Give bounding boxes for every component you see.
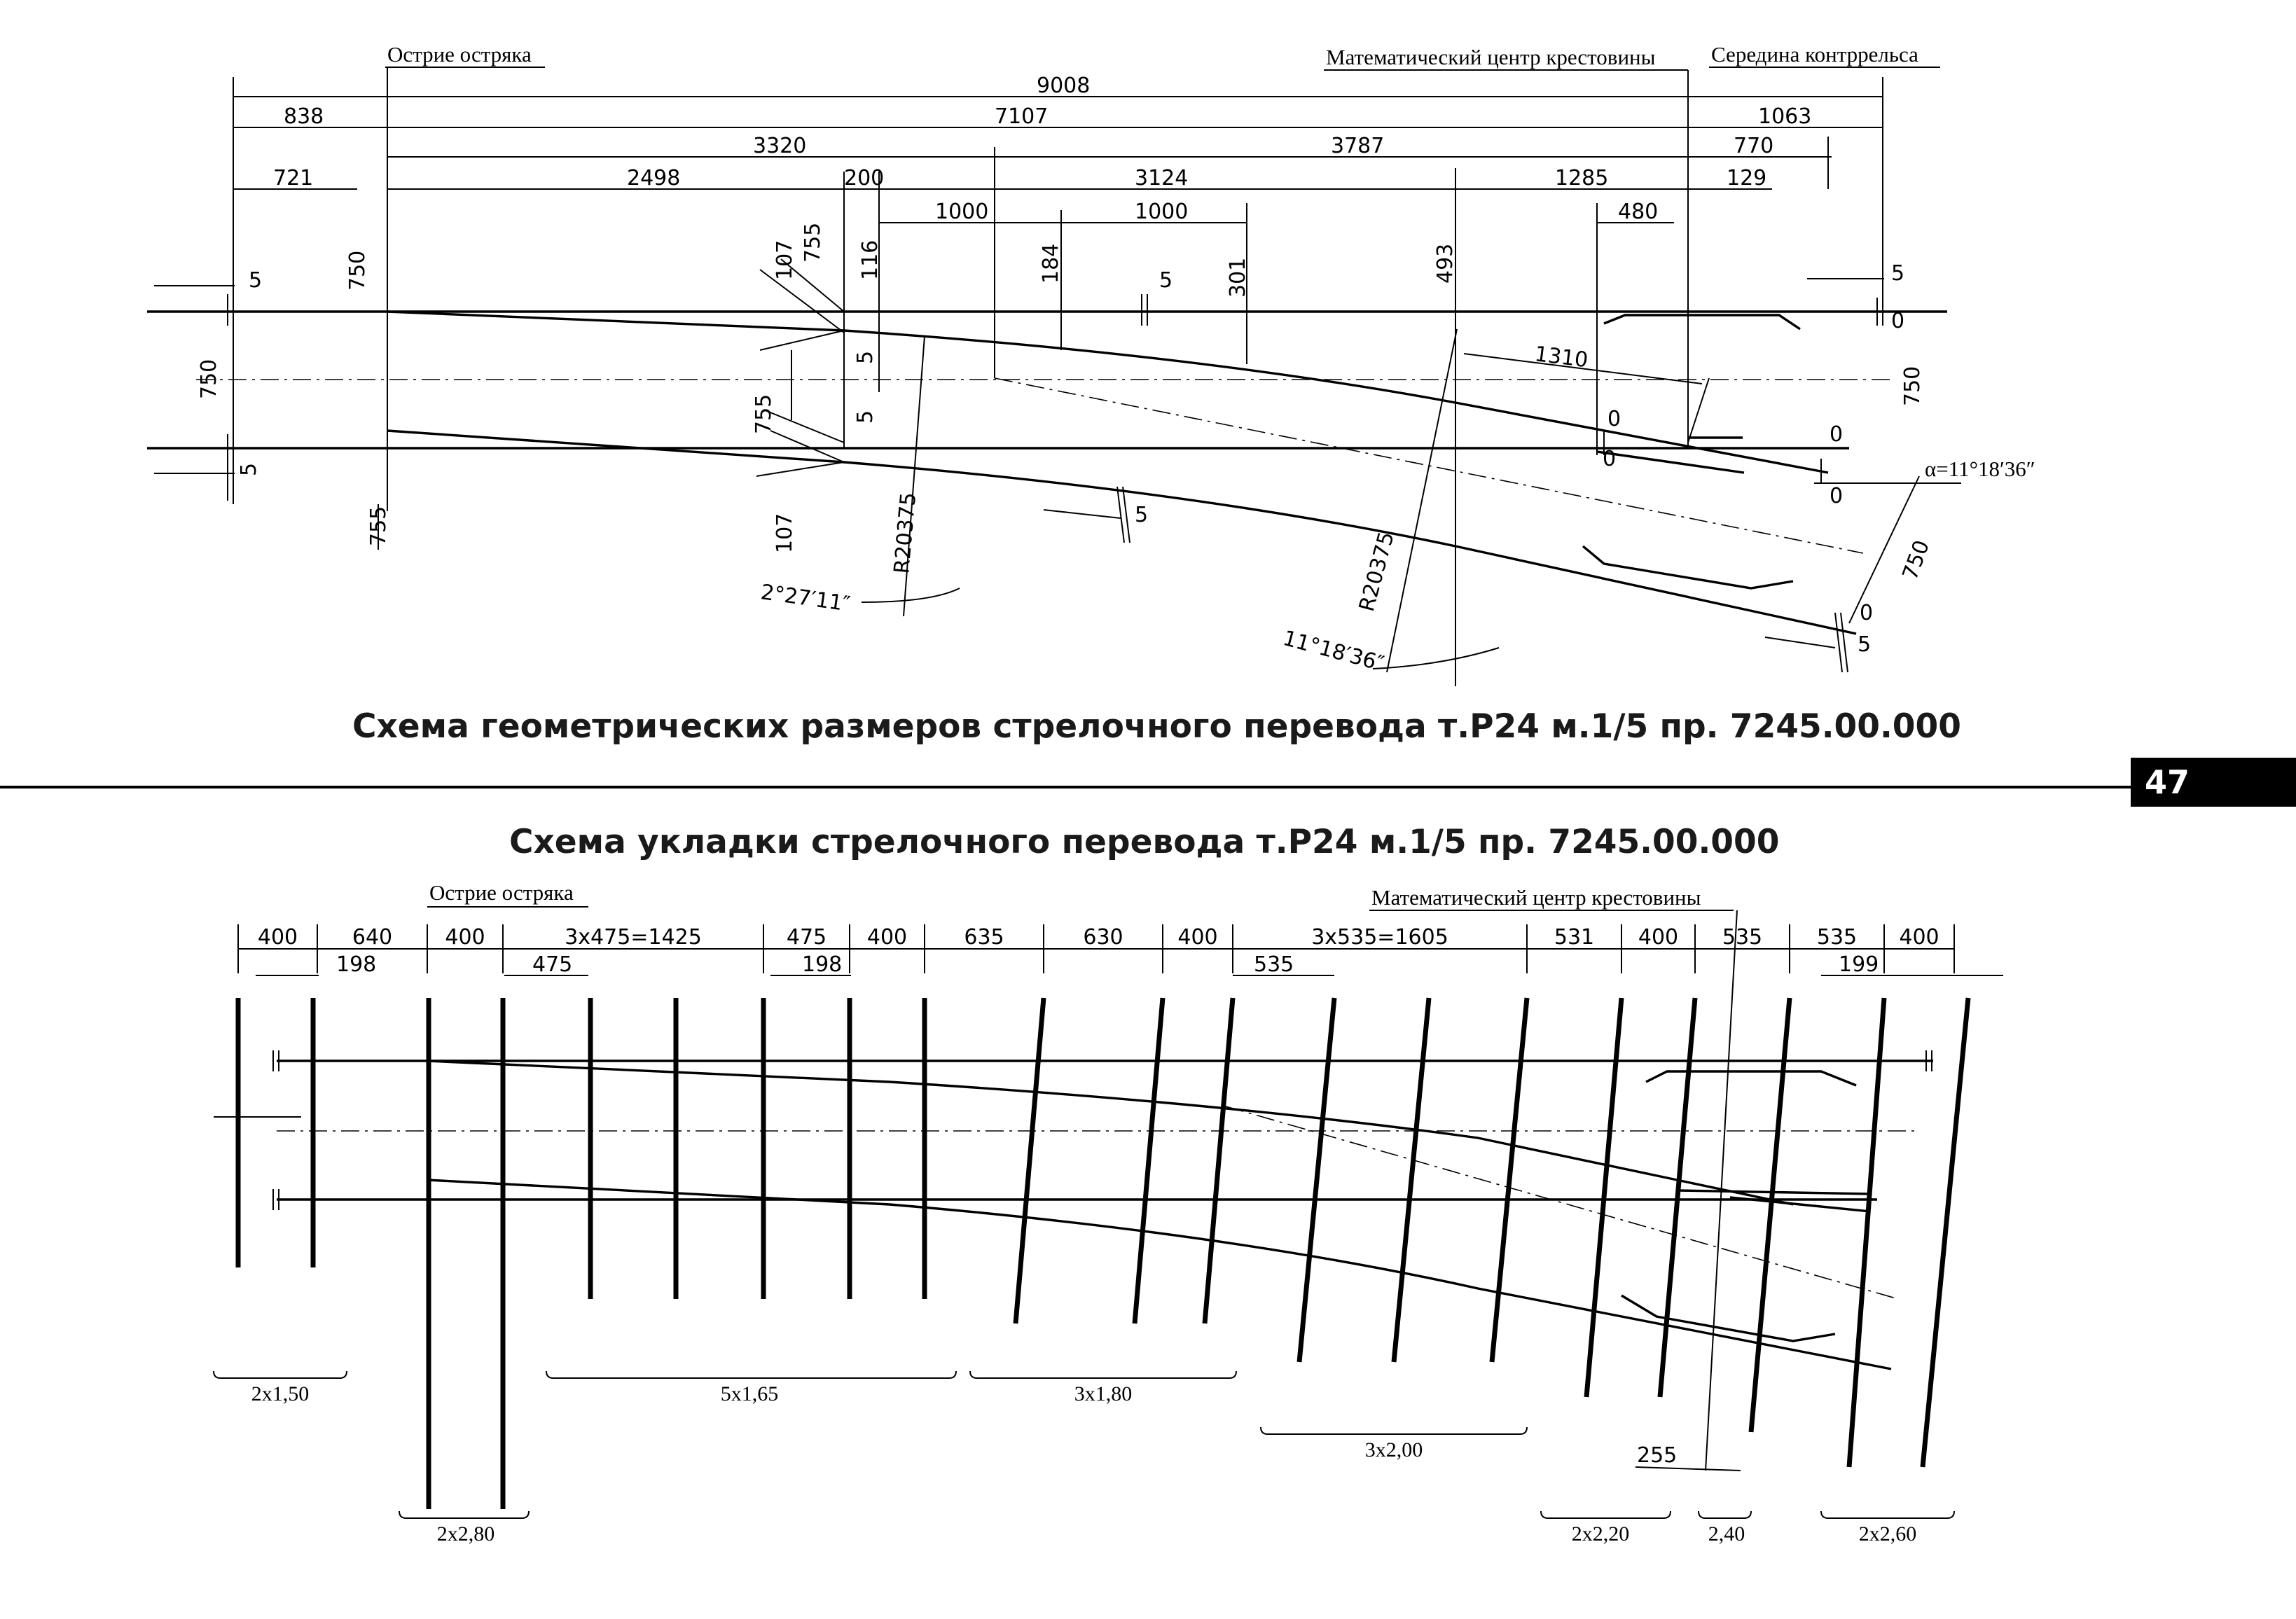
dim-480: 480 [1618,200,1659,224]
geometry-diagram [0,0,2296,742]
dim-184: 184 [1039,243,1063,284]
spacing-475: 475 [532,952,573,977]
angle-switch: 2°27′11″ [759,580,852,617]
dim-200: 200 [844,166,885,190]
spacing-row-2 [256,952,2003,977]
tie-group-label-2: 5x1,65 [720,1382,779,1405]
tie-15 [1586,998,1621,1397]
dim-721: 721 [273,166,314,190]
layout-label-frog-center: Математический центр крестовины [1371,885,1701,910]
dim-5-c: 5 [1891,261,1905,286]
dim-5-f: 5 [853,410,878,424]
svg-text:0: 0 [1830,422,1844,447]
page-number: 47 [2131,758,2296,807]
tie-16 [1660,998,1695,1397]
dim-5-b: 5 [1159,268,1173,293]
dim-301: 301 [1226,257,1250,298]
radius-2: R20375 [1354,529,1399,615]
layout-title: Схема укладки стрелочного перевода т.Р24 м.1/5 пр. 7245.00.000 [509,823,1780,861]
spacing-4: 475 [786,925,827,950]
spacing-0: 400 [257,925,298,950]
dim-5-e: 5 [853,350,878,364]
dim-3124: 3124 [1135,166,1189,190]
dim-129: 129 [1727,166,1767,190]
spacing-3: 3x475=1425 [565,925,702,950]
dimension-row-2 [233,104,1883,132]
tie-group-label-4: 3x2,00 [1364,1438,1423,1461]
spacing-13: 535 [1816,925,1858,950]
tie-13 [1394,998,1429,1362]
dimension-row-4 [233,166,1772,193]
spacing-7: 630 [1083,925,1123,950]
geometry-rails [147,312,1947,634]
dim-5-g: 5 [1135,503,1149,527]
tie-9 [1016,998,1044,1323]
tie-11 [1205,998,1233,1323]
spacing-6: 635 [964,925,1004,950]
angle-main: α=11°18′36″ [1925,457,2035,481]
layout-label-switch-point: Острие остряка [429,882,574,905]
spacing-8: 400 [1177,925,1218,950]
radius-1: R20375 [890,491,922,575]
dim-5-a: 5 [249,268,263,293]
page-divider [0,786,2143,788]
svg-text:0: 0 [1830,484,1844,508]
spacing-535: 535 [1254,952,1294,977]
dim-755-mid: 755 [752,394,776,434]
dim-755-top: 755 [801,222,825,263]
dim-750-diag: 750 [1897,536,1935,583]
tie-groups [214,1371,1954,1545]
dim-3787: 3787 [1331,134,1385,158]
dimension-row-1 [233,74,1883,98]
spacing-199: 199 [1839,952,1879,977]
label-switch-point: Острие остряка [387,42,532,67]
tie-12 [1299,998,1334,1362]
dim-750-right: 750 [1900,366,1925,406]
svg-text:0: 0 [1860,601,1874,625]
spacing-11: 400 [1638,925,1679,950]
dim-2498: 2498 [627,166,681,190]
dim-116: 116 [858,239,883,280]
spacing-10: 531 [1554,925,1595,950]
dim-1000-b: 1000 [1135,200,1189,224]
label-frog-center: Математический центр крестовины [1326,45,1656,69]
spacing-9: 3x535=1605 [1311,925,1448,950]
tie-10 [1135,998,1163,1323]
spacing-12: 535 [1722,925,1763,950]
tie-group-label-5: 2x2,20 [1571,1522,1630,1545]
geometry-title: Схема геометрических размеров стрелочного перевода т.Р24 м.1/5 пр. 7245.00.000 [352,707,1961,746]
tie-group-label-1: 2x2,80 [436,1522,495,1545]
spacing-14: 400 [1899,925,1939,950]
dim-5-h: 5 [1858,632,1872,657]
ties [238,998,1968,1509]
spacing-2: 400 [445,925,485,950]
dimension-row-5 [879,200,1674,227]
tie-17 [1751,998,1790,1432]
spacing-5: 400 [866,925,908,950]
dim-755-bottom: 755 [366,506,391,546]
dim-838: 838 [284,104,324,129]
layout-diagram [0,882,2296,1611]
dim-7107: 7107 [995,104,1049,129]
dim-1000-a: 1000 [935,200,989,224]
dim-1310: 1310 [1533,342,1590,373]
tie-group-label-3: 3x1,80 [1074,1382,1133,1405]
svg-text:0: 0 [1891,309,1905,333]
spacing-1: 640 [352,925,393,950]
joint-marks [154,279,1961,672]
spacing-row-1 [238,924,1954,973]
dim-107-bottom: 107 [773,513,797,553]
tie-group-label-0: 2x1,50 [251,1382,310,1405]
tie-group-label-6: 2,40 [1708,1522,1745,1545]
dim-9008: 9008 [1037,74,1091,98]
dim-750-left-b: 750 [197,359,221,399]
dim-1285: 1285 [1555,166,1609,190]
offset-255: 255 [1637,1443,1678,1468]
tie-group-label-7: 2x2,60 [1858,1522,1917,1545]
tie-19 [1923,998,1968,1467]
dim-750-left-a: 750 [345,250,370,291]
dim-1063: 1063 [1758,104,1812,129]
tie-18 [1849,998,1884,1467]
angle-cross: 11°18′36″ [1280,625,1387,676]
dim-107-top: 107 [773,239,797,280]
spacing-198-a: 198 [336,952,377,977]
dim-493: 493 [1433,243,1458,284]
dim-770: 770 [1734,134,1774,158]
dimension-row-3 [387,134,1832,161]
label-guard-rail-mid: Середина контррельса [1711,42,1918,67]
dim-5-d: 5 [237,462,261,476]
spacing-198-b: 198 [802,952,843,977]
dim-3320: 3320 [753,134,807,158]
tie-14 [1492,998,1527,1362]
svg-text:0: 0 [1607,407,1621,431]
svg-text:0: 0 [1603,447,1617,471]
